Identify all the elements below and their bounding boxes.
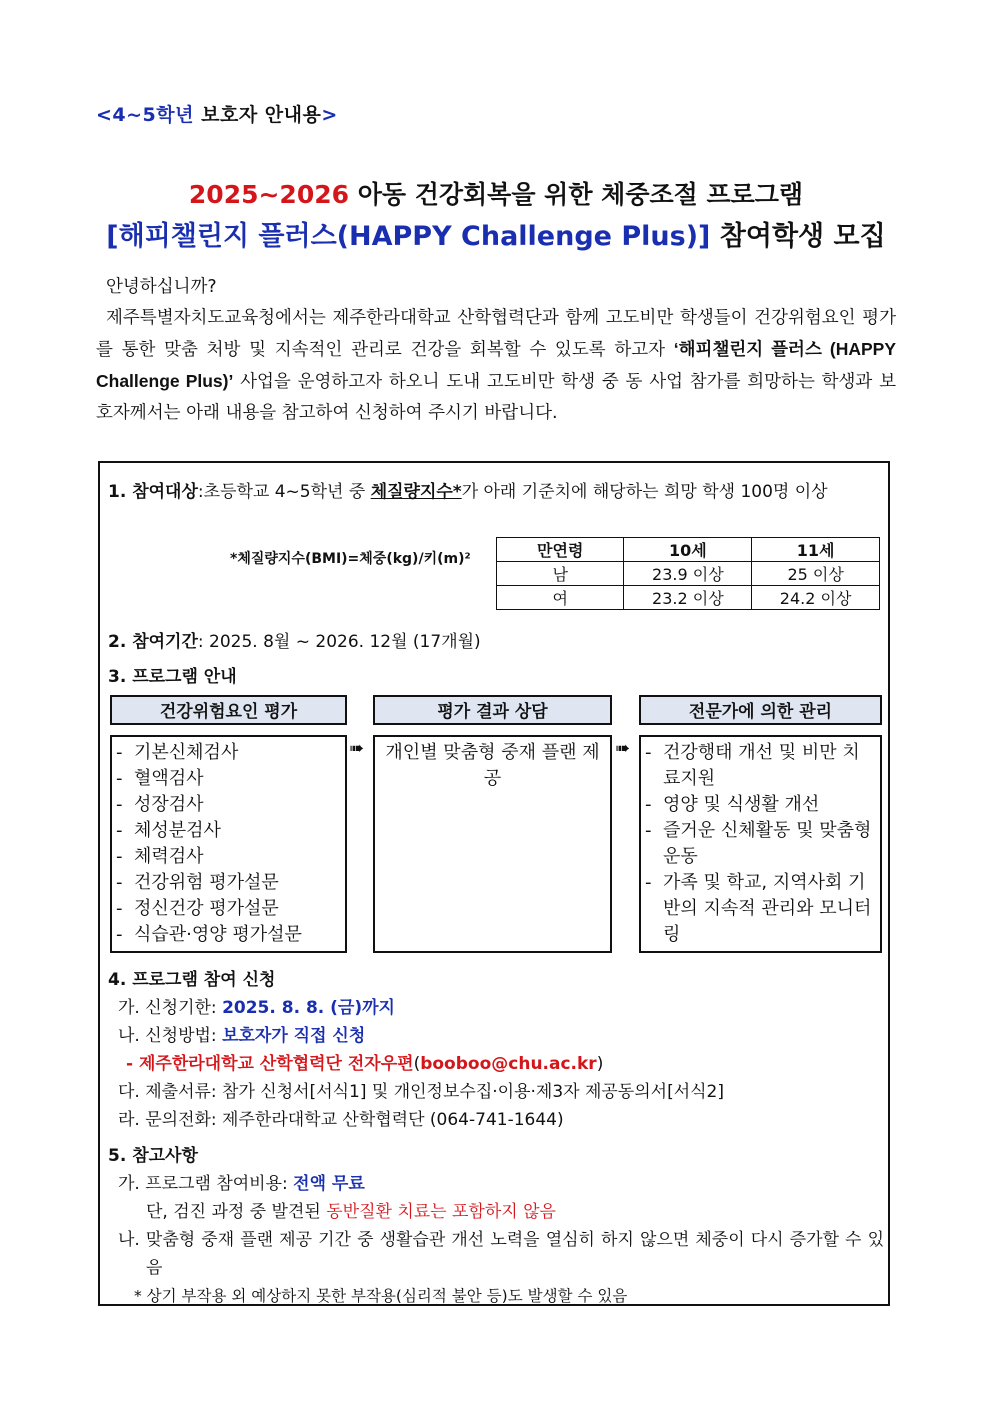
list-item: - 체성분검사: [116, 818, 341, 844]
deadline-line: 가. 신청기한: 2025. 8. 8. (금)까지: [118, 998, 395, 1018]
step-box-consult: 개인별 맞춤형 중재 플랜 제공: [373, 735, 612, 953]
section-period: 2. 참여기간: 2025. 8월 ~ 2026. 12월 (17개월): [108, 632, 481, 652]
step-header-consult: 평가 결과 상담: [373, 695, 612, 725]
bmi-formula: *체질량지수(BMI)=체중(kg)/키(m)²: [230, 551, 471, 567]
intro-paragraph: [96, 272, 896, 429]
warning-line: 나. 맞춤형 중재 플랜 제공 기간 중 생활습관 개선 노력을 열심히 하지 않으면 체중이 다시 증가할 수 있음: [118, 1230, 884, 1278]
list-item: - 기본신체검사: [116, 740, 341, 766]
greeting: 안녕하십니까?: [106, 277, 217, 297]
list-item: - 식습관·영양 평가설문: [116, 922, 341, 948]
section-heading: 5. 참고사항: [108, 1146, 198, 1166]
list-item: - 성장검사: [116, 792, 341, 818]
list-item: - 건강위험 평가설문: [116, 870, 341, 896]
arrow-right-icon: ➠: [615, 738, 631, 759]
section-program-heading: 3. 프로그램 안내: [108, 667, 237, 687]
cost-note: 단, 검진 과정 중 발견된 동반질환 치료는 포함하지 않음: [146, 1202, 556, 1222]
step-box-assessment: [110, 735, 347, 953]
phone-line: 라. 문의전화: 제주한라대학교 산학협력단 (064-741-1644): [118, 1110, 564, 1130]
table-row: 남 23.9 이상 25 이상: [497, 562, 880, 586]
bmi-term: 체질량지수*: [370, 482, 462, 502]
step-header-management: 전문가에 의한 관리: [639, 695, 882, 725]
section-apply: [108, 966, 888, 1134]
page-title-line1: 2025~2026 아동 건강회복을 위한 체중조절 프로그램: [188, 180, 804, 209]
list-item: - 체력검사: [116, 844, 341, 870]
step-header-assessment: 건강위험요인 평가: [110, 695, 347, 725]
arrow-right-icon: ➠: [349, 738, 365, 759]
list-item: - 건강행태 개선 및 비만 치료지원: [645, 740, 876, 792]
list-item: - 즐거운 신체활동 및 맞춤형 운동: [645, 818, 876, 870]
audience-subtitle: <4~5학년 보호자 안내용>: [96, 104, 338, 126]
footnote: * 상기 부작용 외 예상하지 못한 부작용(심리적 불안 등)도 발생할 수 있음: [134, 1287, 628, 1305]
step-box-management: [639, 735, 882, 953]
bmi-table: [496, 537, 880, 610]
list-item: - 가족 및 학교, 지역사회 기반의 지속적 관리와 모니터링: [645, 870, 876, 948]
page-title-line2: [해피챌린지 플러스(HAPPY Challenge Plus)] 참여학생 모집: [106, 221, 886, 252]
email-line: - 제주한라대학교 산학협력단 전자우편(booboo@chu.ac.kr): [126, 1054, 604, 1074]
list-item: - 혈액검사: [116, 766, 341, 792]
section-heading: 4. 프로그램 참여 신청: [108, 970, 276, 990]
table-row: 여 23.2 이상 24.2 이상: [497, 586, 880, 610]
cost-line: 가. 프로그램 참여비용: 전액 무료: [118, 1174, 365, 1194]
section-notes: [108, 1142, 884, 1310]
table-header-row: 만연령 10세 11세: [497, 538, 880, 562]
method-line: 나. 신청방법: 보호자가 직접 신청: [118, 1026, 366, 1046]
documents-line: 다. 제출서류: 참가 신청서[서식1] 및 개인정보수집·이용·제3자 제공동의서[서식2]: [118, 1082, 724, 1102]
list-item: - 정신건강 평가설문: [116, 896, 341, 922]
list-item: - 영양 및 식생활 개선: [645, 792, 876, 818]
section-target: 1. 참여대상: 초등학교 4~5학년 중 체질량지수*가 아래 기준치에 해당하는 희망 학생 100명 이상: [108, 482, 828, 502]
email-link[interactable]: booboo@chu.ac.kr: [420, 1054, 597, 1074]
intro-body: 제주특별자치도교육청에서는 제주한라대학교 산학협력단과 함께 고도비만 학생들이 건강위험요인 평가를 통한 맞춤 처방 및 지속적인 관리로 건강을 회복할 수 있도록 하고자 ‘해피챌린지 플러스 (HAPPY Challenge Plus)’ 사업을 운영하고자 하오니 도내 고도비만 학생 중 동 사업 참가를 희망하는 학생과 보호자께서는 아래 내용을 참고하여 신청하여 주시기 바랍니다.: [96, 308, 896, 423]
